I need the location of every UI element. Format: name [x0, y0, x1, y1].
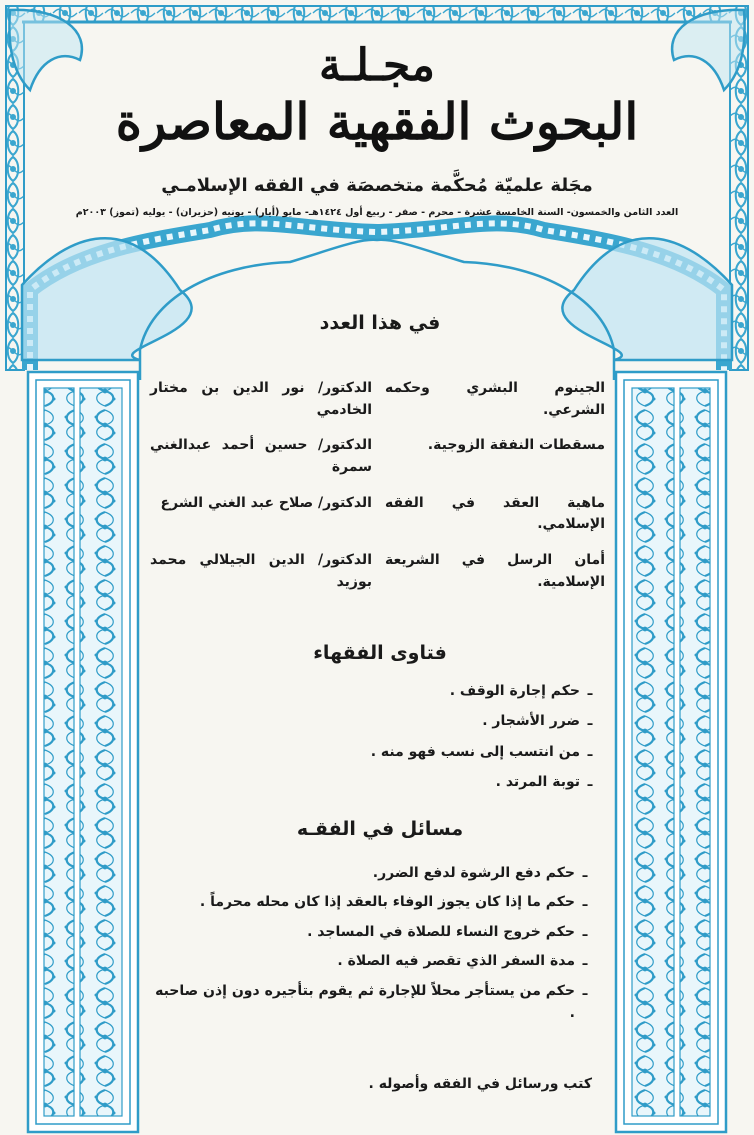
bullet-dash: ـ	[587, 683, 593, 699]
list-item	[150, 741, 600, 763]
bullet-dash: ـ	[582, 865, 588, 881]
article-row	[150, 550, 605, 593]
bullet-dash: ـ	[587, 774, 593, 791]
list-item-text: مدة السفر الذي تقصر فيه الصلاة .	[337, 953, 575, 970]
list-item	[150, 862, 595, 884]
list-item-text: حكم خروج النساء للصلاة في المساجد .	[307, 923, 575, 940]
fatawa-list	[150, 680, 600, 802]
article-author: الدكتور/ نور الدين بن مختار الخادمي	[150, 380, 372, 418]
list-item-text: ضرر الأشجار .	[482, 713, 580, 730]
list-item	[150, 891, 595, 913]
issue-line: العدد الثامن والخمسون- السنة الخامسة عشرة - محرم - صفر - ربيع أول ١٤٢٤هـ- مايو (أيار) - يونيه (حزيران) - يوليه (تموز) ٢٠٠٣م	[75, 207, 679, 218]
bullet-dash: ـ	[587, 743, 593, 760]
list-item-text: حكم إجارة الوقف .	[449, 683, 580, 699]
list-item	[150, 950, 595, 972]
masthead-subtitle: مجَلة علميّة مُحكَّمة متخصصَة في الفقه الإسلامـي	[161, 175, 593, 196]
bullet-dash: ـ	[582, 894, 588, 911]
masail-list	[150, 862, 595, 1031]
bullet-dash: ـ	[582, 923, 588, 940]
article-row	[150, 493, 605, 536]
list-item	[150, 921, 595, 943]
contents-heading: في هذا العدد	[319, 312, 441, 334]
masthead-main-title: البحوث الفقهية المعاصرة	[115, 92, 639, 151]
list-item-text: من انتسب إلى نسب فهو منه .	[370, 743, 580, 760]
list-item	[150, 980, 595, 1025]
article-title: ماهية العقد في الفقه الإسلامي.	[385, 494, 605, 533]
masthead-small-title: مجـلـة	[319, 40, 435, 91]
article-row	[150, 435, 605, 478]
footer-line: كتب ورسائل في الفقه وأصوله .	[368, 1076, 592, 1092]
list-item	[150, 710, 600, 732]
masail-heading: مسائل في الفقـه	[296, 818, 464, 840]
article-title: الجينوم البشري وحكمه الشرعي.	[385, 380, 605, 418]
list-item-text: توبة المرتد .	[495, 774, 580, 791]
bullet-dash: ـ	[582, 982, 588, 999]
list-item-text: حكم دفع الرشوة لدفع الضرر.	[372, 865, 575, 881]
article-title: مسقطات النفقة الزوجية.	[427, 437, 605, 454]
bullet-dash: ـ	[587, 713, 593, 730]
list-item	[150, 771, 600, 793]
article-author: الدكتور/ صلاح عبد الغني الشرع	[160, 494, 372, 511]
list-item-text: حكم من يستأجر محلاً للإجارة ثم يقوم بتأجيره دون إذن صاحبه .	[155, 982, 575, 1021]
articles-table	[150, 378, 605, 608]
fatawa-heading: فتاوى الفقهاء	[313, 642, 447, 664]
article-title: أمان الرسل في الشريعة الإسلامية.	[385, 552, 605, 590]
article-author: الدكتور/ حسين أحمد عبدالغني سمرة	[150, 437, 372, 476]
list-item	[150, 680, 600, 702]
article-author: الدكتور/ الدين الجيلالي محمد بوزيد	[150, 552, 372, 590]
bullet-dash: ـ	[582, 953, 588, 970]
list-item-text: حكم ما إذا كان يجوز الوفاء بالعقد إذا كان محله محرماً .	[199, 894, 575, 911]
article-row	[150, 378, 605, 421]
